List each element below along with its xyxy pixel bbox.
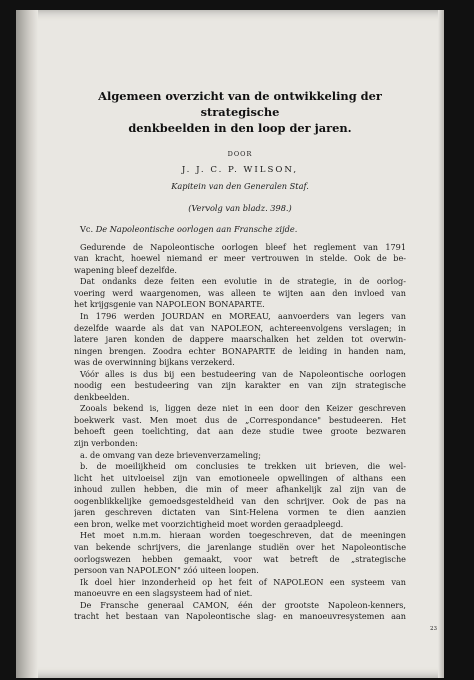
- text-line: latere jaren konden de dappere maarschalken het zelden tot overwin-: [74, 334, 406, 345]
- text-line: voering werd waargenomen, was alleen te wijten aan den invloed van: [74, 287, 406, 298]
- text-line: van kracht, hoewel niemand er meer vertrouwen in stelde. Ook de be-: [74, 253, 406, 264]
- text-line: ningen brengen. Zoodra echter BONAPARTE de leiding in handen nam,: [74, 345, 406, 356]
- book-page: [16, 10, 444, 678]
- text-line: De Fransche generaal CAMON, één der grootste Napoleon-kenners,: [80, 599, 406, 610]
- section-heading: [80, 224, 406, 236]
- text-line: Dat ondanks deze feiten een evolutie in de strategie, in de oorlog-: [80, 276, 406, 287]
- body-text: [74, 242, 406, 623]
- author-rank: Kapitein van den Generalen Staf.: [171, 181, 309, 192]
- text-line: boekwerk vast. Men moet dus de „Correspondance" bestudeeren. Het: [74, 414, 406, 425]
- text-line: inhoud zullen hebben, die min of meer afhankelijk zal zijn van de: [74, 484, 406, 495]
- text-line: een bron, welke met voorzichtigheid moet worden geraadpleegd.: [74, 518, 344, 529]
- page-number: 23: [430, 626, 437, 632]
- text-line: van bekende schrijvers, die jarenlange studiën over het Napoleontische: [74, 541, 406, 552]
- text-line: oorlogswezen hebben gemaakt, voor wat betreft de „strategische: [74, 553, 406, 564]
- text-line: a. de omvang van deze brievenverzameling;: [80, 449, 261, 460]
- text-line: Zooals bekend is, liggen deze niet in een door den Keizer geschreven: [80, 403, 406, 414]
- text-line: was de overwinning bijkans verzekerd.: [74, 357, 235, 368]
- text-line: Het moet n.m.m. hieraan worden toegeschreven, dat de meeningen: [80, 530, 406, 541]
- text-line: behoeft geen toelichting, dat aan deze studie twee groote bezwaren: [74, 426, 406, 437]
- section-title: De Napoleontische oorlogen aan Fransche zijde.: [95, 224, 298, 235]
- author-name: J. J. C. P. WILSON,: [181, 164, 299, 175]
- text-line: denkbeelden.: [74, 391, 130, 402]
- article-title-line-1: Algemeen overzicht van de ontwikkeling der strategische: [98, 89, 382, 119]
- section-number: Vc.: [80, 224, 94, 235]
- byline-label: DOOR: [227, 150, 253, 158]
- text-line: wapening bleef dezelfde.: [74, 264, 177, 275]
- text-line: manoeuvre en een slagsysteem had of niet.: [74, 588, 253, 599]
- text-line: jaren geschreven dictaten van Sint-Helena vormen te dien aanzien: [74, 507, 406, 518]
- text-line: In 1796 werden JOURDAN en MOREAU, aanvoerders van legers van: [80, 311, 406, 322]
- text-line: Gedurende de Napoleontische oorlogen bleef het reglement van 1791: [80, 241, 406, 252]
- text-line: zijn verbonden:: [74, 438, 138, 449]
- text-line: dezelfde waarde als dat van NAPOLEON, achtereenvolgens verslagen; in: [74, 322, 406, 333]
- text-line: Vóór alles is dus bij een bestudeering van de Napoleontische oorlogen: [80, 368, 406, 379]
- page-edge: [438, 10, 444, 678]
- page-spine-shadow: [16, 10, 38, 678]
- text-line: oogenblikkelijke gemoedsgesteldheid van den schrijver. Ook de pas na: [74, 495, 406, 506]
- text-line: persoon van NAPOLEON" zóó uiteen loopen.: [74, 565, 259, 576]
- text-line: licht het uitvloeisel zijn van emotioneele opwellingen of althans een: [74, 472, 406, 483]
- page-content: [74, 88, 406, 623]
- article-title-line-2: denkbeelden in den loop der jaren.: [128, 121, 352, 135]
- continuation-note: (Vervolg van bladz. 398.): [188, 202, 292, 213]
- text-line: b. de moeilijkheid om conclusies te trekken uit brieven, die wel-: [80, 461, 406, 472]
- text-line: Ik doel hier inzonderheid op het feit of NAPOLEON een systeem van: [80, 576, 406, 587]
- text-line: tracht het bestaan van Napoleontische slag- en manoeuvresystemen aan: [74, 611, 406, 622]
- text-line: het krijgsgenie van NAPOLEON BONAPARTE.: [74, 299, 265, 310]
- text-line: noodig een bestudeering van zijn karakter en van zijn strategische: [74, 380, 406, 391]
- article-title: [74, 88, 406, 136]
